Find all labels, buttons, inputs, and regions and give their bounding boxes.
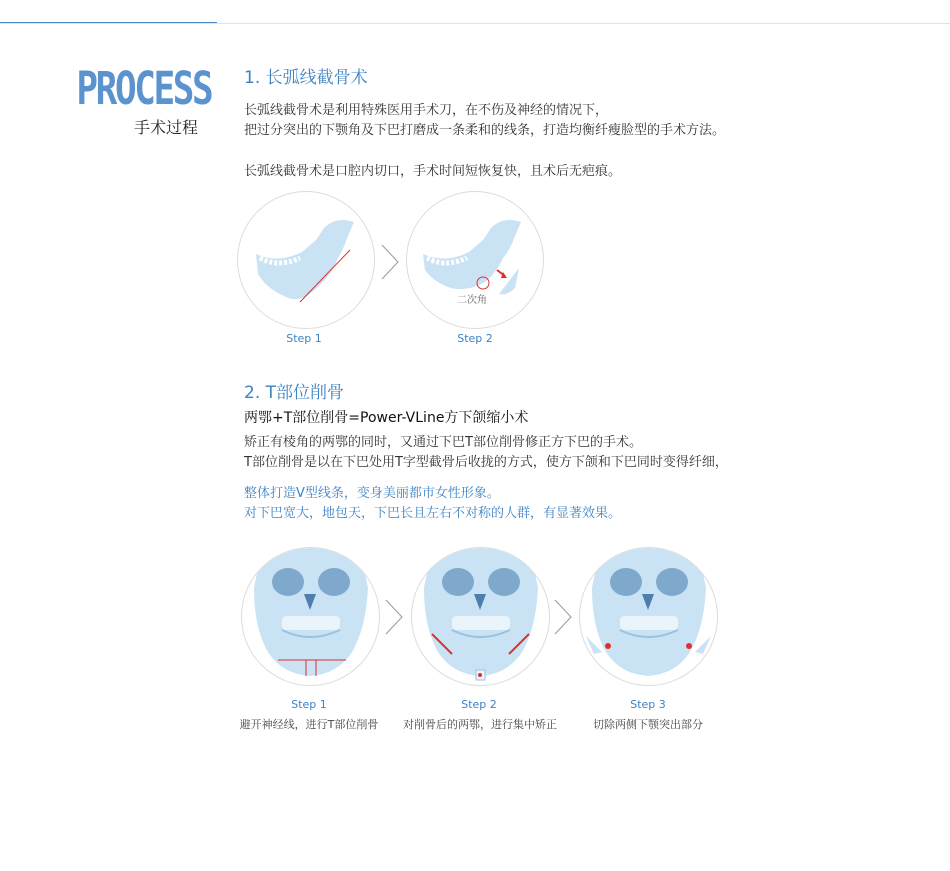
- header-divider: [0, 23, 950, 24]
- section1-step1-label: Step 1: [286, 332, 322, 345]
- section2-title: 2. T部位削骨: [244, 383, 345, 403]
- section1-title: 1. 长弧线截骨术: [244, 68, 368, 88]
- section1-line-1: 长弧线截骨术是利用特殊医用手术刀，在不伤及神经的情况下，: [244, 103, 609, 118]
- process-heading: [46, 62, 212, 138]
- section1-note: [244, 162, 621, 182]
- section1-description: [244, 101, 725, 141]
- chevron-right-icon: [379, 243, 401, 281]
- chevron-right-icon: [552, 598, 574, 636]
- section2-step1-caption: 避开神经线，进行T部位削骨: [239, 718, 379, 731]
- skull-diagram-step3: [579, 547, 718, 686]
- section2-blue-line-1: 整体打造V型线条，变身美丽都市女性形象。: [244, 486, 500, 501]
- section2-step2-caption: 对削骨后的两鄂，进行集中矫正: [403, 718, 557, 731]
- process-subtitle: 手术过程: [133, 118, 198, 137]
- section2-blue-line-2: 对下巴宽大，地包天，下巴长且左右不对称的人群，有显著效果。: [244, 506, 622, 521]
- section2-step3-label: Step 3: [630, 698, 666, 711]
- second-angle-label: 二次角: [457, 295, 487, 306]
- section1-step2-label: Step 2: [457, 332, 493, 345]
- chevron-right-icon: [383, 598, 405, 636]
- section2-line-2: T部位削骨是以在下巴处用T字型截骨后收拢的方式，使方下颌和下巴同时变得纤细，: [244, 455, 728, 470]
- section2-subtitle: 两鄂+T部位削骨=Power-VLine方下颌缩小术: [244, 410, 529, 426]
- section2-step2-label: Step 2: [461, 698, 497, 711]
- section2-description: [244, 433, 728, 473]
- jaw-diagram-step1: [237, 191, 375, 329]
- section1-line-2: 把过分突出的下颚角及下巴打磨成一条柔和的线条，打造均衡纤瘦脸型的手术方法。: [244, 123, 726, 138]
- section1-line-3: 长弧线截骨术是口腔内切口，手术时间短恢复快，且术后无疤痕。: [244, 164, 622, 179]
- section2-subtitle-block: [244, 408, 528, 428]
- skull-diagram-step1: [241, 547, 380, 686]
- section2-step3-caption: 切除两侧下颚突出部分: [593, 718, 703, 731]
- section2-line-1: 矫正有棱角的两鄂的同时，又通过下巴T部位削骨修正方下巴的手术。: [244, 435, 642, 450]
- process-title: PROCESS: [76, 62, 212, 115]
- skull-diagram-step2: [411, 547, 550, 686]
- section2-step1-label: Step 1: [291, 698, 327, 711]
- jaw-diagram-step2: [406, 191, 544, 329]
- section2-highlight: [244, 484, 621, 524]
